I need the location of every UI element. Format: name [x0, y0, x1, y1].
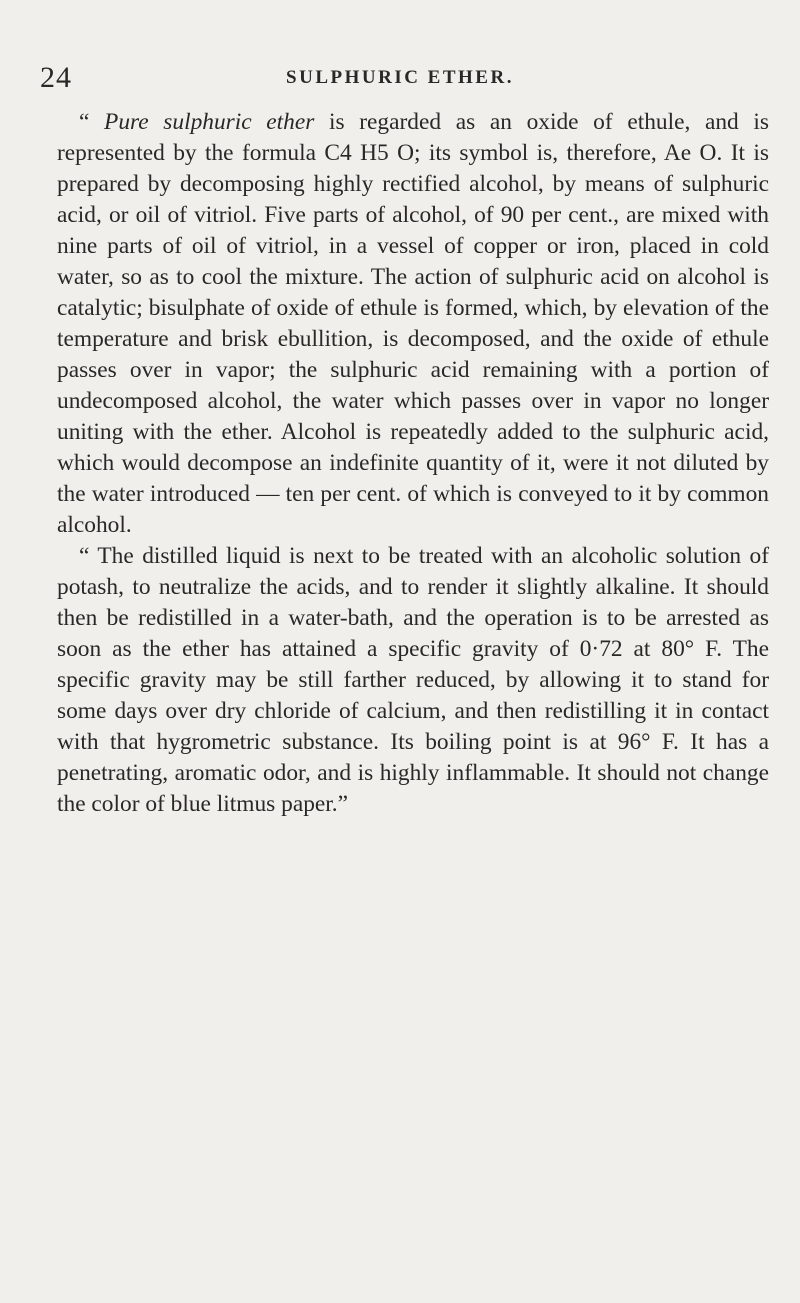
paragraph-1 — [57, 107, 769, 541]
paragraph-lead: Pure sulphuric ether — [104, 109, 315, 135]
paragraph-1-text: is regarded as an oxide of ethule, and is represented by the formula C4 H5 O; its symbol is, therefore, Ae O. It is prepared by decomposing highly rectified alcohol, by means of sulphuric acid, or oil of vitriol. Five parts of alcohol, of 90 per cent., are mixed with nine parts of oil of vitriol, in a vessel of copper or iron, placed in cold water, so as to cool the mixture. The action of sulphuric acid on alcohol is catalytic; bisulphate of oxide of ethule is formed, which, by elevation of the temperature and brisk ebullition, is decomposed, and the oxide of ethule passes over in vapor; the sulphuric acid remaining with a portion of undecomposed alcohol, the water which passes over in vapor no longer uniting with the ether. Alcohol is repeatedly added to the sulphuric acid, which would decompose an indefinite quantity of it, were it not diluted by the water introduced — ten per cent. of which is conveyed to it by common alcohol. — [57, 109, 769, 538]
running-title: SULPHURIC ETHER. — [286, 67, 514, 88]
running-head — [40, 58, 760, 98]
opening-quote: “ — [79, 109, 105, 135]
page-number: 24 — [40, 61, 72, 94]
body-text — [57, 107, 769, 820]
paragraph-2: “ The distilled liquid is next to be treated with an alcoholic solution of potash, to neutralize the acids, and to render it slightly alkaline. It should then be redistilled in a water-bath, and the operation is to be arrested as soon as the ether has attained a specific gravity of 0·72 at 80° F. The specific gravity may be still farther reduced, by allowing it to stand for some days over dry chloride of calcium, and then redistilling it in contact with that hygrometric substance. Its boiling point is at 96° F. It has a penetrating, aromatic odor, and is highly inflammable. It should not change the color of blue litmus paper.” — [57, 543, 769, 817]
